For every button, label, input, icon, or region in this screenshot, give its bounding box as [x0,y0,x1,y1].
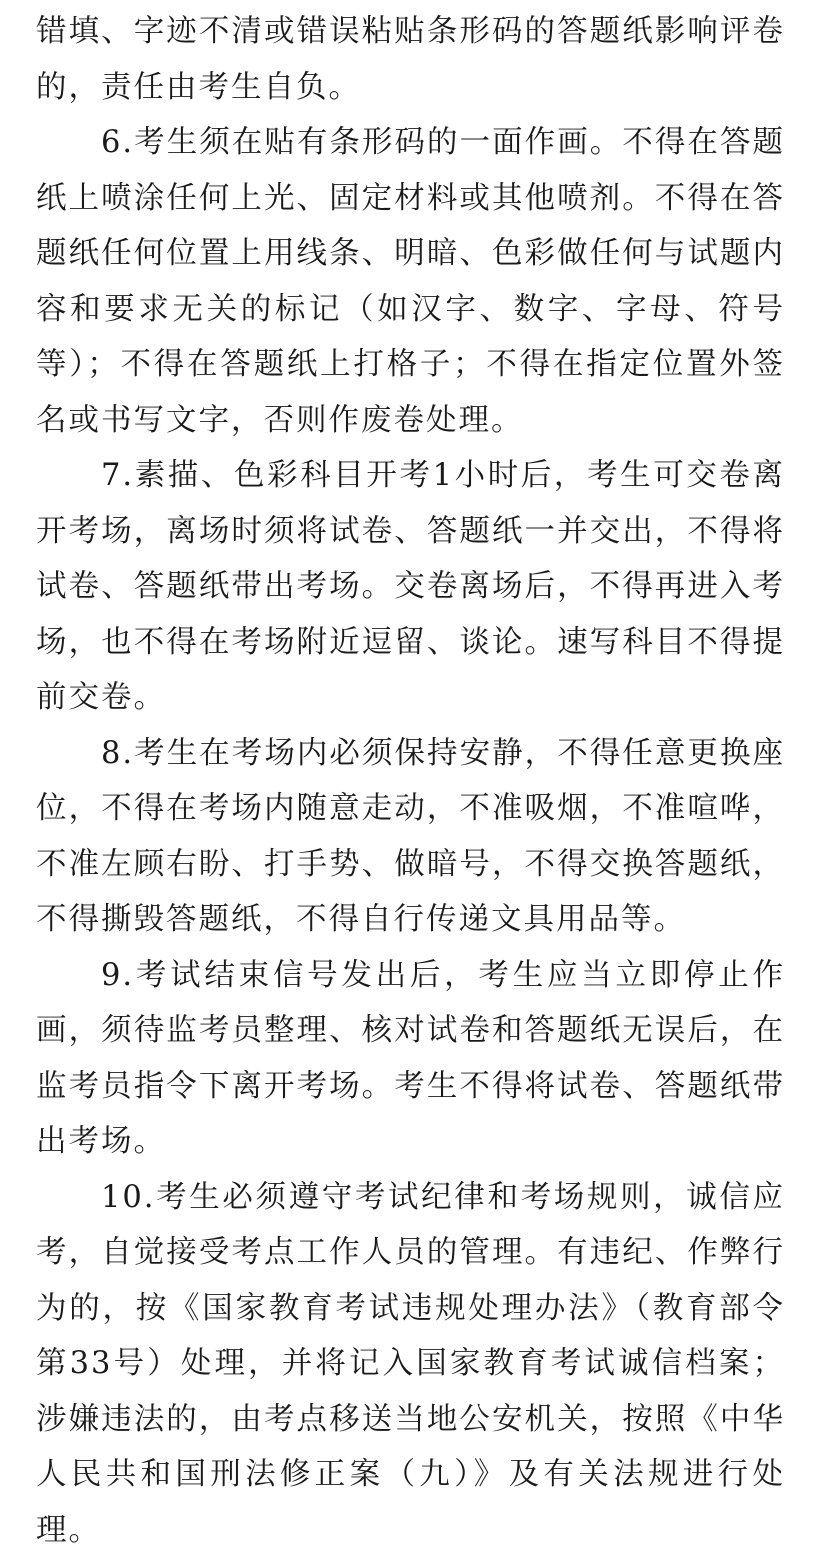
paragraph-rule-8: 8.考生在考场内必须保持安静，不得任意更换座位，不得在考场内随意走动，不准吸烟，不准喧哗，不准左顾右盼、打手势、做暗号，不得交换答题纸，不得撕毁答题纸，不得自行传递文具用品等。 [36,726,785,948]
paragraph-rule-9: 9.考试结束信号发出后，考生应当立即停止作画，须待监考员整理、核对试卷和答题纸无误后，在监考员指令下离开考场。考生不得将试卷、答题纸带出考场。 [36,948,785,1170]
document-body [36,4,785,1558]
paragraph-rule-7: 7.素描、色彩科目开考1小时后，考生可交卷离开考场，离场时须将试卷、答题纸一并交出，不得将试卷、答题纸带出考场。交卷离场后，不得再进入考场，也不得在考场附近逗留、谈论。速写科目不得提前交卷。 [36,448,785,726]
paragraph-rule-10: 10.考生必须遵守考试纪律和考场规则，诚信应考，自觉接受考点工作人员的管理。有违纪、作弊行为的，按《国家教育考试违规处理办法》（教育部令第33号）处理，并将记入国家教育考试诚信档案；涉嫌违法的，由考点移送当地公安机关，按照《中华人民共和国刑法修正案（九）》及有关法规进行处理。 [36,1170,785,1558]
paragraph-rule-6: 6.考生须在贴有条形码的一面作画。不得在答题纸上喷涂任何上光、固定材料或其他喷剂。不得在答题纸任何位置上用线条、明暗、色彩做任何与试题内容和要求无关的标记（如汉字、数字、字母、符号等）；不得在答题纸上打格子；不得在指定位置外签名或书写文字，否则作废卷处理。 [36,115,785,448]
paragraph-5-continued: 错填、字迹不清或错误粘贴条形码的答题纸影响评卷的，责任由考生自负。 [36,4,785,115]
